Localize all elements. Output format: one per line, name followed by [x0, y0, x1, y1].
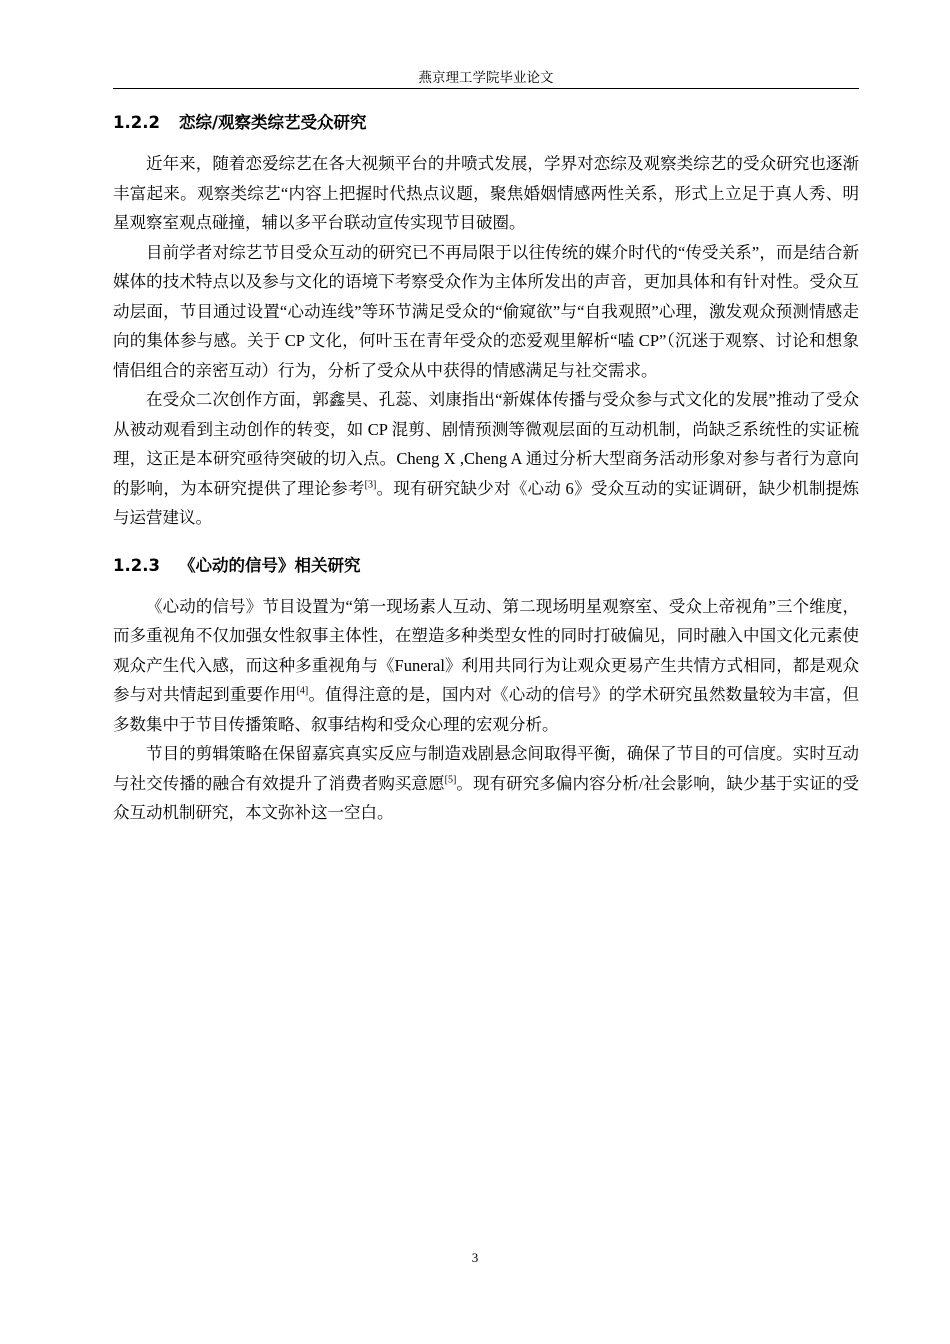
paragraph-text: 目前学者对综艺节目受众互动的研究已不再局限于以往传统的媒介时代的“传受关系”，而是结合新媒体的技术特点以及参与文化的语境下考察受众作为主体所发出的声音，更加具体和有针对性。受众互动层面，节目通过设置“心动连线”等环节满足受众的“偷窥欲”与“自我观照”心理，激发观众预测情感走向的集体参与感。关于 CP 文化，何叶玉在青年受众的恋爱观里解析“嗑 CP”（沉迷于观察、讨论和想象情侣组合的亲密互动）行为，分析了受众从中获得的情感满足与社交需求。: [113, 242, 859, 380]
section-title: 《心动的信号》相关研究: [179, 555, 361, 575]
paragraph: [113, 149, 859, 238]
paragraph-text: 近年来，随着恋爱综艺在各大视频平台的井喷式发展，学界对恋综及观察类综艺的受众研究也逐渐丰富起来。观察类综艺“内容上把握时代热点议题，聚焦婚姻情感两性关系，形式上立足于真人秀、明星观察室观点碰撞，辅以多平台联动宣传实现节目破圈。: [113, 154, 859, 232]
page-header-title: 燕京理工学院毕业论文: [418, 70, 554, 85]
page-number: 3: [471, 1250, 479, 1265]
paragraph-text-tail: 。现有研究缺少对《心动 6》受众互动的实证调研，缺少机制提炼与运营建议。: [113, 478, 860, 527]
header-divider: [113, 88, 859, 89]
section-heading-1-2-3: [113, 555, 859, 577]
section-number: 1.2.2: [113, 113, 160, 132]
paragraph-text: 节目的剪辑策略在保留嘉宾真实反应与制造戏剧悬念间取得平衡，确保了节目的可信度。实时互动与社交传播的融合有效提升了消费者购买意愿: [113, 744, 859, 793]
paragraph: [113, 739, 859, 828]
section-heading-1-2-2: [113, 112, 859, 134]
paragraph-text: 在受众二次创作方面，郭鑫昊、孔蕊、刘康指出“新媒体传播与受众参与式文化的发展”推动了受众从被动观看到主动创作的转变，如 CP 混剪、剧情预测等微观层面的互动机制，尚缺乏系统性的实证梳理，这正是本研究亟待突破的切入点。Cheng X ,Cheng A 通过分析大型商务活动形象对参与者行为意向的影响，为本研究提供了理论参考: [113, 390, 859, 498]
page-content: [113, 112, 859, 828]
paragraph: [113, 238, 859, 386]
paragraph: [113, 385, 859, 533]
citation-ref: [5]: [444, 774, 457, 785]
citation-ref: [3]: [364, 479, 377, 490]
citation-ref: [4]: [296, 685, 309, 697]
paragraph-text-tail: 。值得注意的是，国内对《心动的信号》的学术研究虽然数量较为丰富，但多数集中于节目传播策略、叙事结构和受众心理的宏观分析。: [113, 685, 860, 734]
section-title: 恋综/观察类综艺受众研究: [179, 113, 367, 132]
paragraph: [113, 592, 859, 740]
paragraph-text: 《心动的信号》节目设置为“第一现场素人互动、第二现场明星观察室、受众上帝视角”三个维度，而多重视角不仅加强女性叙事主体性，在塑造多种类型女性的同时打破偏见，同时融入中国文化元素使观众产生代入感，而这种多重视角与《Funeral》利用共同行为让观众更易产生共情方式相同，都是观众参与对共情起到重要作用: [113, 596, 859, 704]
section-number: 1.2.3: [113, 555, 160, 575]
paragraph-text-tail: 。现有研究多偏内容分析/社会影响，缺少基于实证的受众互动机制研究，本文弥补这一空白。: [113, 773, 860, 822]
